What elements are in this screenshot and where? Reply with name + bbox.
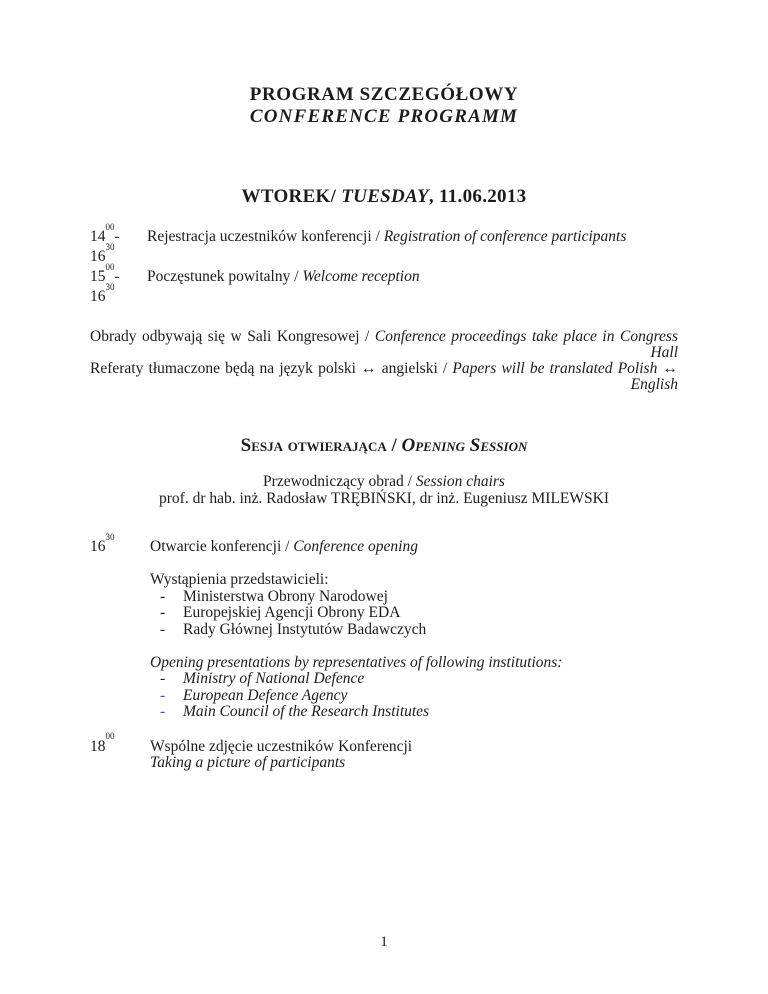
venue-notes	[90, 329, 678, 393]
dash-bullet: -	[160, 686, 166, 704]
day-heading-date: , 11.06.2013	[428, 186, 527, 207]
registration-block	[90, 221, 678, 307]
session-heading-polish: Sesja otwierająca /	[240, 435, 402, 456]
list-item: - Ministry of National Defence	[150, 671, 678, 688]
note-translation: Referaty tłumaczone będą na język polski ↔ angielski / Papers will be translated Polish ↔	[90, 360, 678, 377]
time-range: $15^{00}-$ $16^{30}$	[90, 261, 120, 305]
schedule-item-photo	[90, 731, 678, 772]
note-venue-carry: Hall	[650, 344, 678, 361]
time-label: $16^{30}$	[90, 531, 115, 555]
session-heading-english: Opening Session	[401, 435, 528, 456]
day-heading	[90, 186, 678, 208]
dash-bullet: -	[160, 703, 166, 720]
schedule-item-title	[150, 739, 678, 772]
list-item: - Europejskiej Agencji Obrony EDA	[150, 605, 678, 622]
document-title	[90, 84, 678, 128]
time-label: $18^{00}$	[90, 731, 115, 755]
chairs-names: prof. dr hab. inż. Radosław TRĘBIŃSKI, dr inż. Eugeniusz MILEWSKI	[159, 489, 609, 507]
note-translation-carry: English	[630, 376, 678, 393]
list-item: - Main Council of the Research Institutes	[150, 704, 678, 721]
dash-bullet: -	[160, 587, 166, 605]
presenters-heading-english: Opening presentations by representatives of following institutions:	[150, 653, 563, 671]
list-item: - Rady Głównej Instytutów Badawczych	[150, 622, 678, 639]
day-heading-polish: WTOREK/	[241, 186, 342, 207]
dash-bullet: -	[160, 604, 166, 621]
session-heading	[90, 435, 678, 457]
presenters-list-english	[150, 655, 678, 721]
registration-row-text: Rejestracja uczestników konferencji / Registration of conference participants	[147, 228, 627, 245]
list-item: - Ministerstwa Obrony Narodowej	[150, 589, 678, 606]
schedule-item-title: Otwarcie konferencji / Conference opening	[150, 538, 418, 555]
page-content	[90, 0, 678, 772]
schedule	[90, 531, 678, 772]
registration-row-text: Poczęstunek powitalny / Welcome reception	[147, 268, 420, 285]
session-chairs	[90, 474, 678, 507]
registration-row	[90, 261, 678, 307]
photo-title-polish: Wspólne zdjęcie uczestników Konferencji	[150, 737, 413, 755]
presenters-list-polish	[150, 572, 678, 638]
photo-title-english: Taking a picture of participants	[150, 754, 346, 771]
title-polish: PROGRAM SZCZEGÓŁOWY	[249, 84, 519, 105]
time-range: $14^{00}-$ $16^{30}$	[90, 221, 120, 265]
schedule-item-opening	[90, 531, 678, 556]
dash-bullet: -	[160, 670, 166, 687]
presenters-heading-polish: Wystąpienia przedstawicieli:	[150, 571, 329, 588]
registration-row	[90, 221, 678, 267]
title-english: CONFERENCE PROGRAMM	[249, 106, 519, 127]
note-venue: Obrady odbywają się w Sali Kongresowej / Conference proceedings take place in Congress	[90, 328, 678, 345]
chairs-label: Przewodniczący obrad / Session chairs	[263, 473, 505, 490]
day-heading-english: TUESDAY	[341, 186, 429, 207]
dash-bullet: -	[160, 620, 166, 638]
list-item: - European Defence Agency	[150, 688, 678, 705]
page-number: 1	[380, 934, 388, 950]
